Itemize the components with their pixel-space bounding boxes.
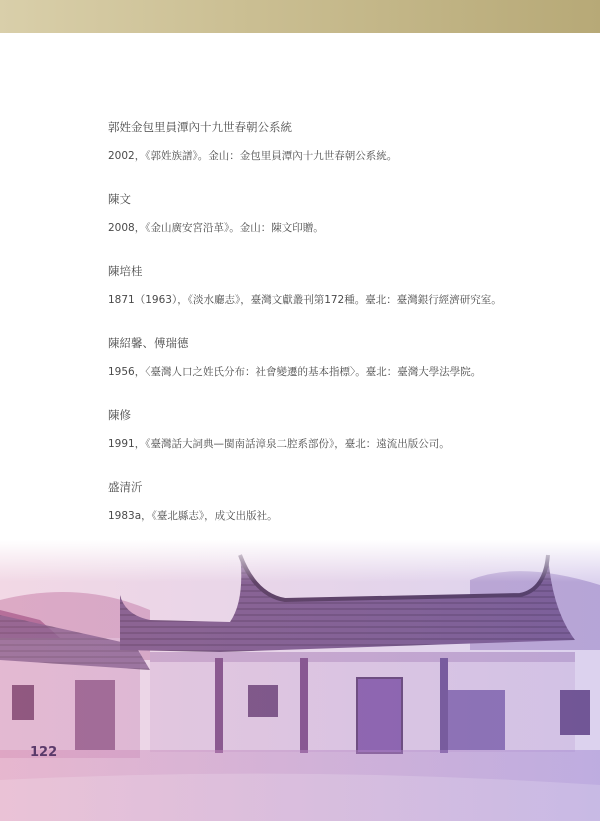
reference-author: 郭姓金包里員潭內十九世春朝公系統: [108, 120, 292, 134]
reference-entry: [108, 406, 548, 452]
traditional-courtyard-house-photo: [0, 540, 600, 821]
reference-entry: [108, 262, 548, 308]
reference-author: 陳培桂: [108, 264, 143, 278]
reference-citation: 1871（1963），《淡水廳志》，臺灣文獻叢刊第172種。臺北：臺灣銀行經濟研究室。: [108, 294, 502, 306]
reference-list: [108, 118, 548, 550]
reference-citation: 1956，〈臺灣人口之姓氏分布：社會變遷的基本指標〉。臺北：臺灣大學法學院。: [108, 366, 482, 378]
page-number: 122: [30, 745, 58, 760]
reference-citation: 1991，《臺灣話大詞典—閩南話漳泉二腔系部份》，臺北：遠流出版公司。: [108, 438, 450, 450]
reference-citation: 2002，《郭姓族譜》。金山：金包里員潭內十九世春朝公系統。: [108, 150, 398, 162]
reference-author: 陳修: [108, 408, 131, 422]
reference-author: 陳紹馨、傅瑞德: [108, 336, 189, 350]
reference-entry: [108, 190, 548, 236]
reference-author: 陳文: [108, 192, 131, 206]
reference-entry: [108, 334, 548, 380]
reference-citation: 2008，《金山廣安宮沿革》。金山：陳文印贈。: [108, 222, 324, 234]
reference-citation: 1983a，《臺北縣志》，成文出版社。: [108, 510, 278, 522]
reference-entry: [108, 478, 548, 524]
header-band: [0, 0, 600, 33]
reference-entry: [108, 118, 548, 164]
reference-author: 盛清沂: [108, 480, 143, 494]
